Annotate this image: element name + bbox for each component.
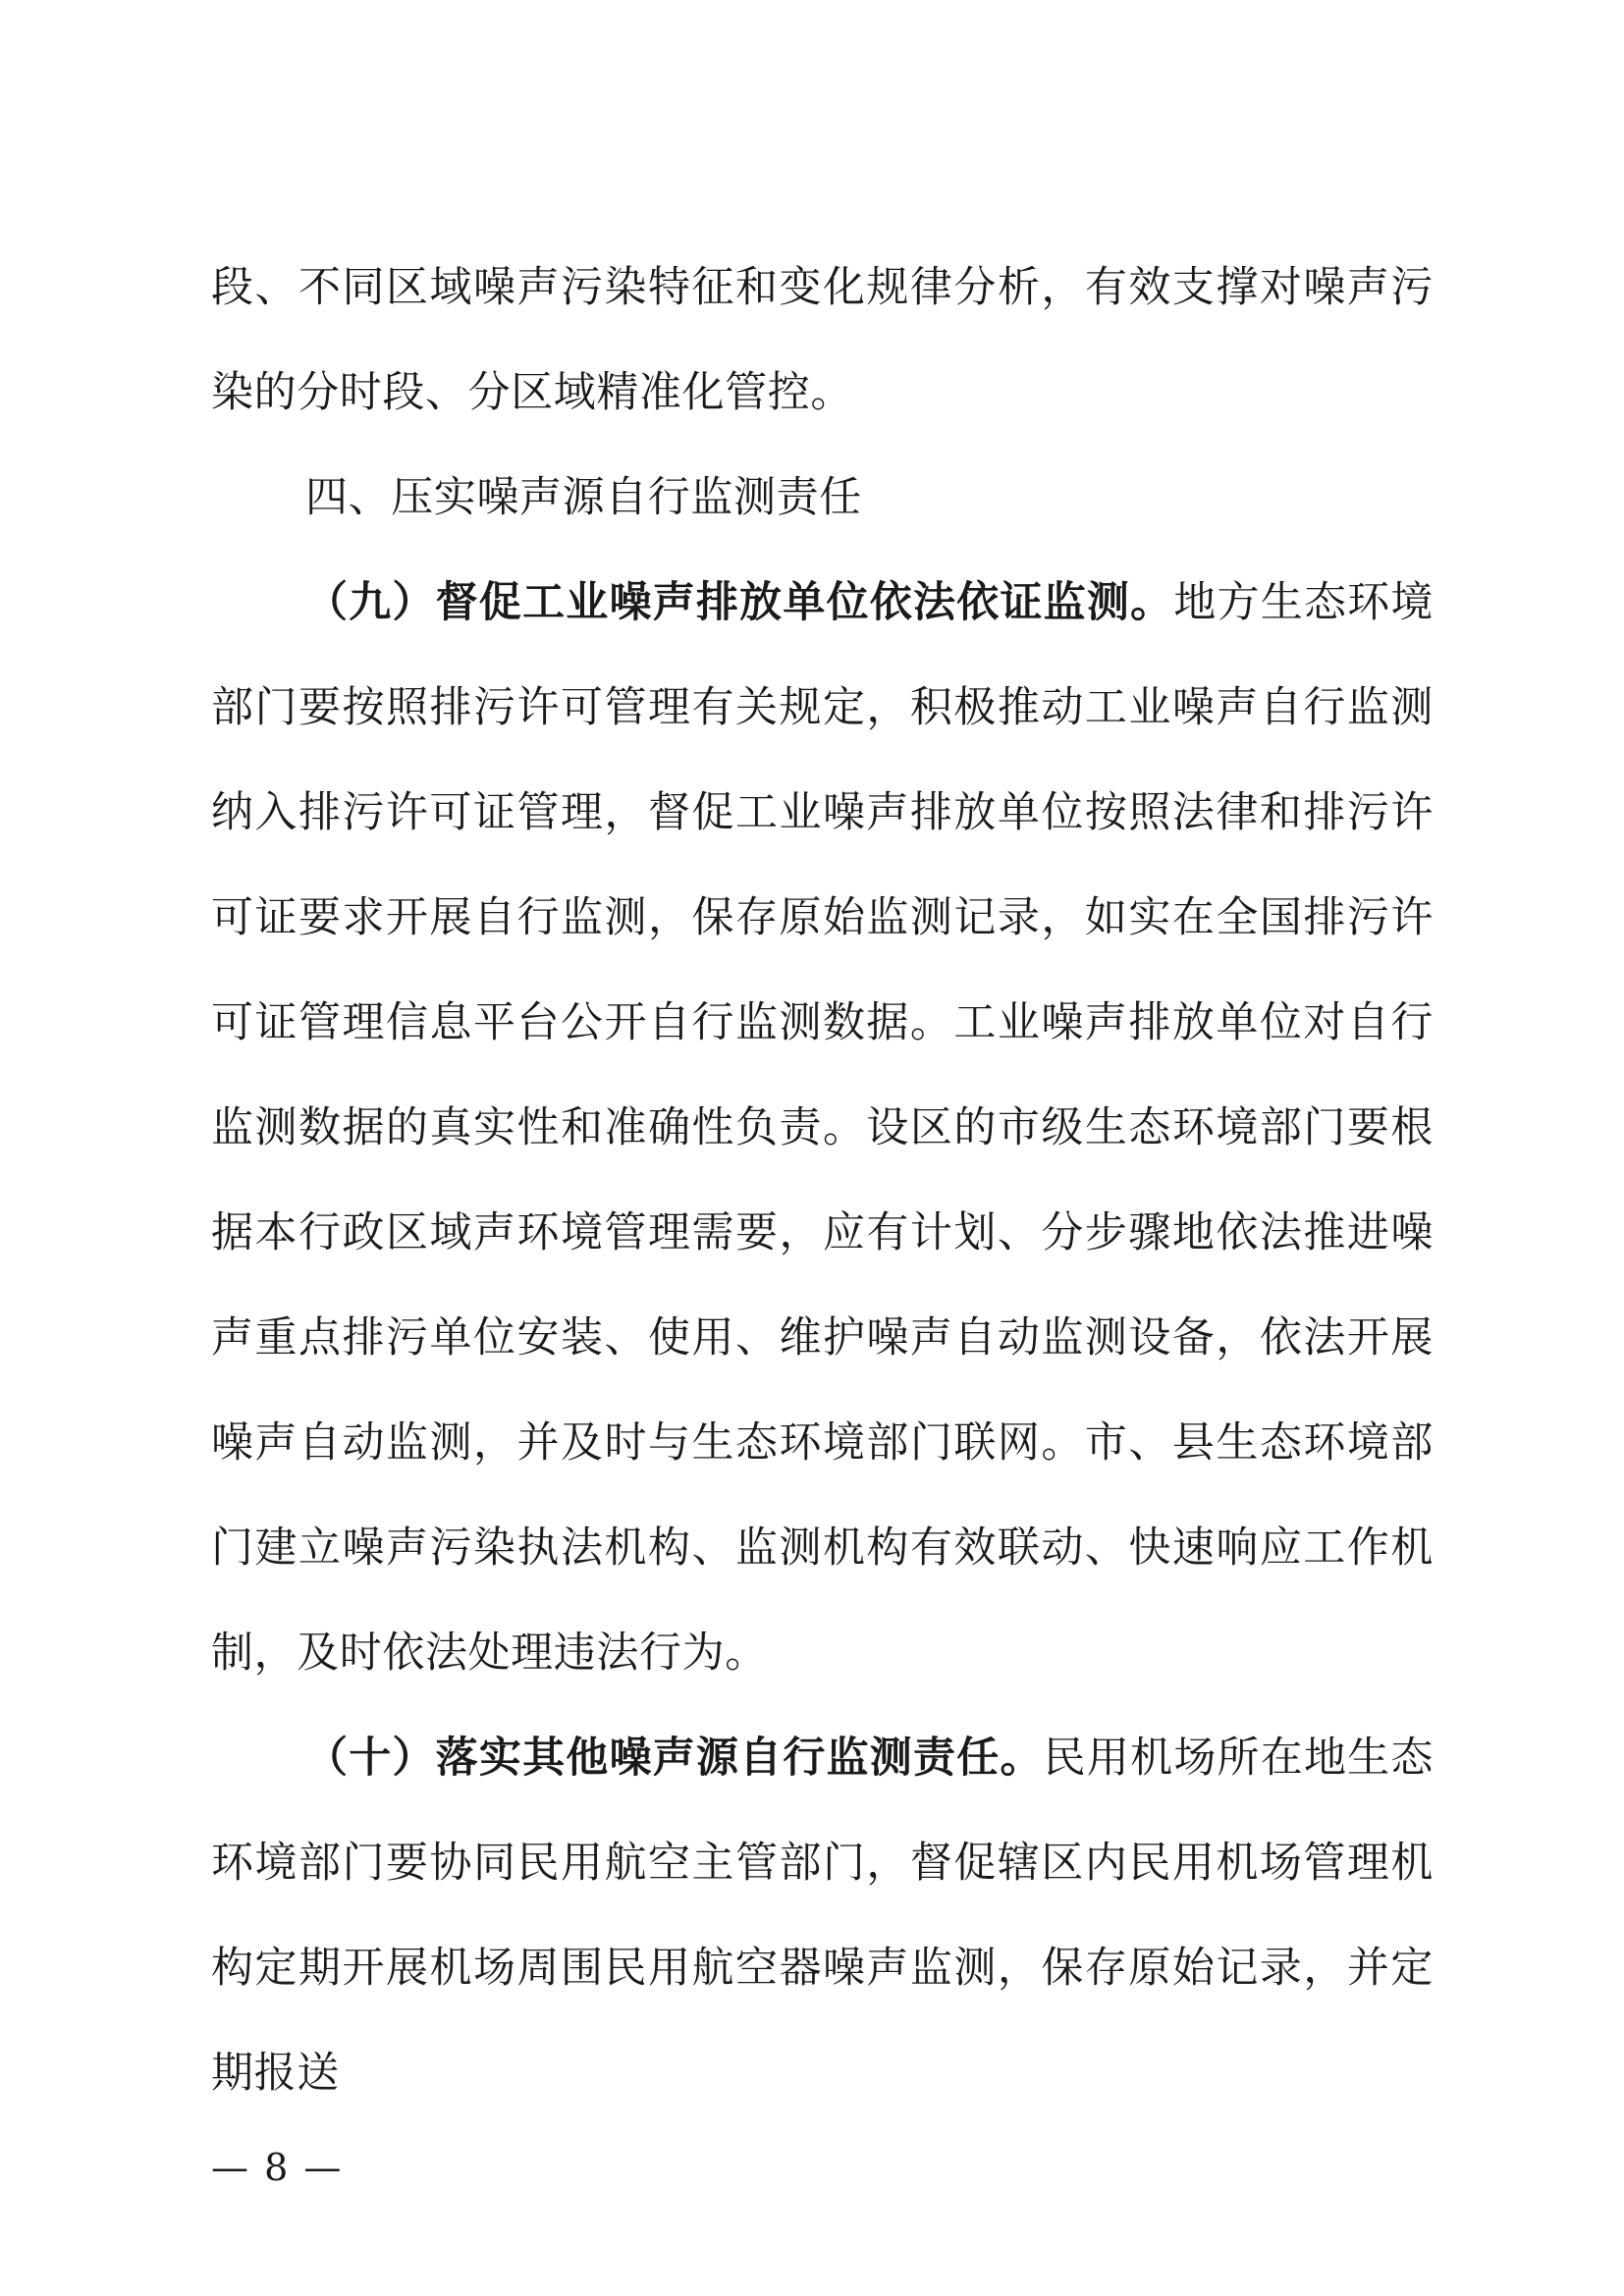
item-nine-body: 地方生态环境部门要按照排污许可管理有关规定，积极推动工业噪声自行监测纳入排污许可证管理，督促工业噪声排放单位按照法律和排污许可证要求开展自行监测，保存原始监测记录，如实在全国排污许可证管理信息平台公开自行监测数据。工业噪声排放单位对自行监测数据的真实性和准确性负责。设区的市级生态环境部门要根据本行政区域声环境管理需要，应有计划、分步骤地依法推进噪声重点排污单位安装、使用、维护噪声自动监测设备，依法开展噪声自动监测，并及时与生态环境部门联网。市、县生态环境部门建立噪声污染执法机构、监测机构有效联动、快速响应工作机制，及时依法处理违法行为。	[211, 578, 1434, 1678]
paragraph-continuation	[211, 236, 1434, 446]
section-heading-four-text: 四、压实噪声源自行监测责任	[305, 473, 862, 522]
item-ten-body: 民用机场所在地生态环境部门要协同民用航空主管部门，督促辖区内民用机场管理机构定期开展机场周围民用航空器噪声监测，保存原始记录，并定期报送	[211, 1734, 1434, 2098]
paragraph-item-ten	[211, 1706, 1434, 2126]
page-number: — 8 —	[211, 2146, 344, 2189]
item-ten-heading: （十）落实其他噪声源自行监测责任。	[305, 1734, 1044, 1783]
paragraph-continuation-text: 段、不同区域噪声污染特征和变化规律分析，有效支撑对噪声污染的分时段、分区域精准化管控。	[211, 263, 1434, 417]
item-nine-heading: （九）督促工业噪声排放单位依法依证监测。	[305, 578, 1174, 627]
section-heading-four	[211, 446, 1434, 551]
paragraph-item-nine	[211, 551, 1434, 1706]
document-body	[211, 236, 1434, 2126]
